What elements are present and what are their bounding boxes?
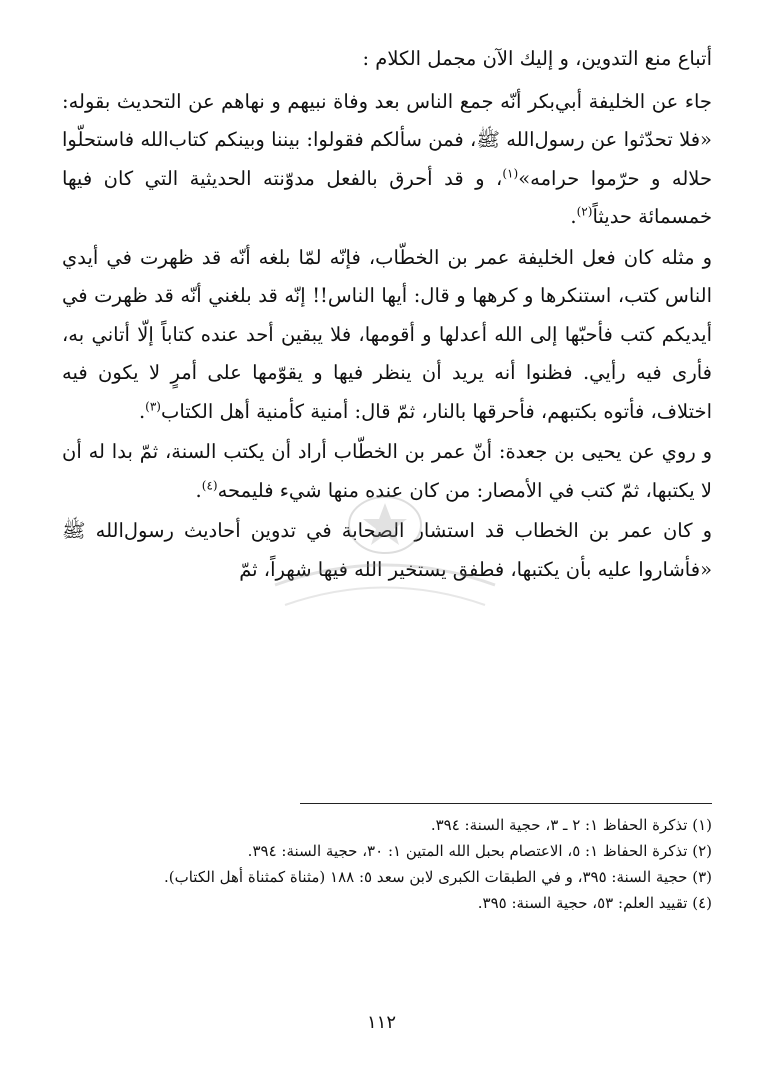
footnote-4: (٤) تقييد العلم: ٥٣، حجية السنة: ٣٩٥.	[477, 894, 712, 912]
paragraph-yahya	[62, 433, 712, 510]
paragraph-abu-bakr	[62, 83, 712, 237]
footnote-3: (٣) حجية السنة: ٣٩٥، و في الطبقات الكبرى لابن سعد ٥: ١٨٨ (مثناة كمثناة أهل الكتاب).	[164, 868, 712, 886]
paragraph-text: و مثله كان فعل الخليفة عمر بن الخطّاب، فإنّه لمّا بلغه أنّه قد ظهرت في أيدي الناس كتب، استنكرها و كرهها و قال: أيها الناس!! إنّه قد بلغني أنّه قد ظهرت في أيديكم كتب فأحبّها إلى الله أعدلها و أقومها، فلا يبقين أحد عنده كتاباً إلّا أتاني به، فأرى فيه رأيي. فظنوا أنه يريد أن ينظر فيها و يقوّمها على أمرٍ لا يكون فيه اختلاف، فأتوه بكتبهم، فأحرقها بالنار، ثمّ قال: أمنية كأمنية أهل الكتاب	[62, 245, 712, 423]
footnote-marker-2[interactable]: (٢)	[576, 204, 593, 219]
paragraph-text: ، و قد أحرق بالفعل مدوّنته الحديثية التي كان فيها خمسمائة حديثاً	[62, 166, 712, 228]
footnotes	[62, 812, 712, 916]
footnote-marker-3[interactable]: (٣)	[145, 399, 161, 413]
paragraph-consultation: و كان عمر بن الخطاب قد استشار الصحابة في تدوين أحاديث رسول‌الله ﷺ «فأشاروا عليه بأن يكتبها، فطفق يستخير الله فيها شهراً، ثمّ	[62, 519, 712, 581]
footnote-divider	[300, 803, 712, 804]
footnote-marker-4[interactable]: (٤)	[201, 478, 218, 492]
paragraph-end: .	[570, 205, 577, 228]
paragraph-text: جاء عن الخليفة أبي‌بكر أنّه جمع الناس بعد وفاة نبيهم و نهاهم عن التحديث بقوله: «فلا تحدّثوا عن رسول‌الله ﷺ، فمن سألكم فقولوا: بيننا وبينكم كتاب‌الله فاستحلّوا حلاله و حرّموا حرامه»	[62, 89, 712, 190]
page-body	[62, 40, 712, 591]
paragraph-text: و روي عن يحيى بن جعدة: أنّ عمر بن الخطّاب أراد أن يكتب السنة، ثمّ بدا له أن لا يكتبها، ثمّ كتب في الأمصار: من كان عنده منها شيء فليمحه	[62, 440, 712, 502]
paragraph-intro: أتباع منع التدوين، و إليك الآن مجمل الكلام :	[362, 47, 712, 70]
footnote-2: (٢) تذكرة الحفاظ ١: ٥، الاعتصام بحبل الله المتين ١: ٣٠، حجية السنة: ٣٩٤.	[247, 842, 712, 860]
paragraph-end: .	[138, 399, 146, 423]
paragraph-end: .	[195, 478, 202, 502]
paragraph-umar	[62, 239, 712, 432]
footnote-1: (١) تذكرة الحفاظ ١: ٢ ـ ٣، حجية السنة: ٣٩٤.	[430, 816, 712, 834]
page-number: ١١٢	[366, 1012, 396, 1033]
footnote-marker-1[interactable]: (١)	[502, 166, 519, 180]
